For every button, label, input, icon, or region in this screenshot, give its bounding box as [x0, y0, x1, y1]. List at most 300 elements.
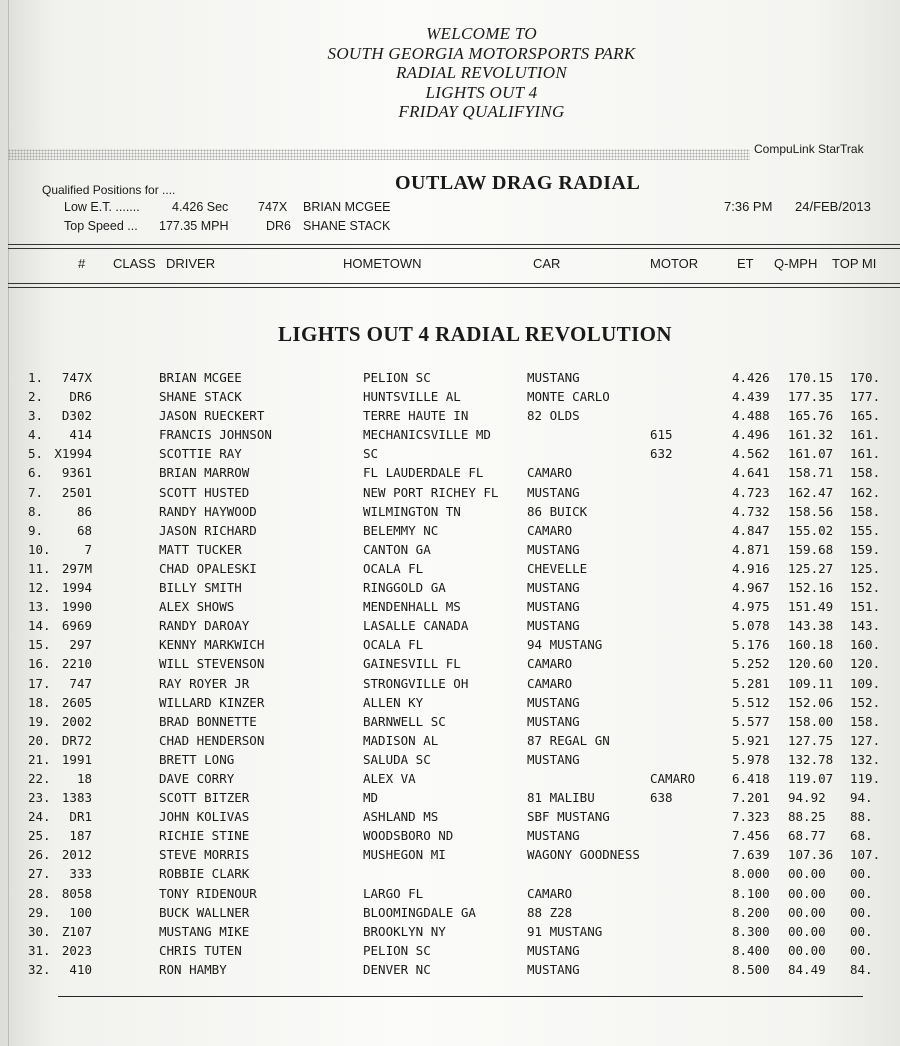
table-row [8, 960, 900, 979]
et-cell: 5.252 [732, 656, 770, 672]
qmph-cell: 94.92 [788, 790, 826, 806]
col-driver: DRIVER [166, 256, 216, 271]
driver-cell: JASON RUECKERT [159, 408, 265, 424]
top-mph-cell: 00. [850, 866, 873, 882]
top-mph-cell: 161. [850, 427, 881, 443]
hometown-cell: MENDENHALL MS [363, 599, 461, 615]
car-cell: 88 Z28 [527, 904, 573, 920]
session-name: FRIDAY QUALIFYING [398, 102, 565, 121]
et-cell: 7.456 [732, 828, 770, 844]
position-cell: 31. [28, 942, 51, 958]
low-et-car: 747X [258, 200, 288, 214]
car-cell: 86 BUICK [527, 503, 588, 519]
position-cell: 14. [28, 618, 51, 634]
position-cell: 7. [28, 484, 44, 500]
table-row [8, 864, 900, 883]
results-table [8, 368, 900, 979]
hometown-cell: ALLEN KY [363, 694, 424, 710]
driver-cell: MUSTANG MIKE [159, 923, 250, 939]
qmph-cell: 152.06 [788, 694, 834, 710]
hometown-cell: OCALA FL [363, 637, 424, 653]
driver-cell: BRETT LONG [159, 751, 235, 767]
top-mph-cell: 84. [850, 961, 873, 977]
car-number-cell: 2002 [61, 713, 92, 729]
hometown-cell: MADISON AL [363, 732, 439, 748]
qmph-cell: 158.56 [788, 503, 834, 519]
car-cell: CAMARO [527, 675, 573, 691]
col-class: CLASS [113, 256, 156, 271]
hometown-cell: WILMINGTON TN [363, 503, 461, 519]
welcome-line: WELCOME TO [426, 24, 537, 43]
top-mph-cell: 155. [850, 522, 881, 538]
qmph-cell: 127.75 [788, 732, 834, 748]
top-mph-cell: 00. [850, 923, 873, 939]
table-row [8, 826, 900, 845]
car-number-cell: 187 [69, 828, 92, 844]
et-cell: 4.496 [732, 427, 770, 443]
motor-cell: CAMARO [650, 770, 696, 786]
top-mph-cell: 162. [850, 484, 881, 500]
car-cell: SBF MUSTANG [527, 809, 610, 825]
et-cell: 4.562 [732, 446, 770, 462]
driver-cell: WILL STEVENSON [159, 656, 265, 672]
et-cell: 6.418 [732, 770, 770, 786]
car-cell: MUSTANG [527, 484, 580, 500]
qmph-cell: 152.16 [788, 580, 834, 596]
driver-cell: RANDY DAROAY [159, 618, 250, 634]
hometown-cell: TERRE HAUTE IN [363, 408, 469, 424]
column-rule [8, 283, 900, 284]
table-row [8, 578, 900, 597]
et-cell: 5.176 [732, 637, 770, 653]
et-cell: 8.000 [732, 866, 770, 882]
position-cell: 2. [28, 389, 44, 405]
car-number-cell: X1994 [54, 446, 92, 462]
top-speed-value: 177.35 MPH [159, 219, 229, 233]
top-mph-cell: 152. [850, 580, 881, 596]
et-cell: 5.078 [732, 618, 770, 634]
car-cell: MUSTANG [527, 541, 580, 557]
table-row [8, 750, 900, 769]
car-number-cell: 747X [61, 370, 92, 385]
car-cell: MUSTANG [527, 580, 580, 596]
qmph-cell: 00.00 [788, 885, 826, 901]
col-qmph: Q-MPH [774, 256, 818, 271]
driver-cell: BRIAN MCGEE [159, 370, 242, 385]
qmph-cell: 177.35 [788, 389, 834, 405]
top-mph-cell: 125. [850, 560, 881, 576]
driver-cell: RANDY HAYWOOD [159, 503, 257, 519]
position-cell: 13. [28, 599, 51, 615]
driver-cell: RAY ROYER JR [159, 675, 250, 691]
event-edition: LIGHTS OUT 4 [425, 82, 538, 102]
et-cell: 7.323 [732, 809, 770, 825]
qmph-cell: 143.38 [788, 618, 834, 634]
driver-cell: WILLARD KINZER [159, 694, 265, 710]
car-number-cell: 9361 [61, 465, 92, 481]
hometown-cell: BROOKLYN NY [363, 923, 446, 939]
hometown-cell: BELEMMY NC [363, 522, 439, 538]
qmph-cell: 155.02 [788, 522, 834, 538]
car-number-cell: 1994 [61, 580, 92, 596]
dotted-rule [8, 149, 750, 160]
top-mph-cell: 151. [850, 599, 881, 615]
car-number-cell: 1383 [61, 790, 92, 806]
position-cell: 19. [28, 713, 51, 729]
qmph-cell: 170.15 [788, 370, 834, 385]
top-mph-cell: 152. [850, 694, 881, 710]
hometown-cell: LARGO FL [363, 885, 424, 901]
top-mph-cell: 165. [850, 408, 881, 424]
driver-cell: CHAD OPALESKI [159, 560, 257, 576]
motor-cell: 632 [650, 446, 673, 462]
car-number-cell: 297M [61, 560, 92, 576]
qualified-label: Qualified Positions for .... [42, 183, 176, 197]
car-number-cell: 7 [84, 541, 92, 557]
position-cell: 15. [28, 637, 51, 653]
qmph-cell: 88.25 [788, 809, 826, 825]
table-row [8, 903, 900, 922]
top-mph-cell: 94. [850, 790, 873, 806]
welcome-banner [8, 24, 900, 122]
top-speed-driver: SHANE STACK [303, 219, 391, 233]
et-cell: 4.967 [732, 580, 770, 596]
et-cell: 4.426 [732, 370, 770, 385]
car-cell: MUSTANG [527, 751, 580, 767]
car-number-cell: 2605 [61, 694, 92, 710]
et-cell: 7.201 [732, 790, 770, 806]
et-cell: 8.200 [732, 904, 770, 920]
car-cell: 91 MUSTANG [527, 923, 603, 939]
et-cell: 4.847 [732, 522, 770, 538]
driver-cell: SCOTT BITZER [159, 790, 250, 806]
driver-cell: TONY RIDENOUR [159, 885, 257, 901]
top-mph-cell: 00. [850, 942, 873, 958]
end-rule [58, 996, 863, 997]
hometown-cell: BLOOMINGDALE GA [363, 904, 476, 920]
qmph-cell: 00.00 [788, 923, 826, 939]
position-cell: 21. [28, 751, 51, 767]
driver-cell: RICHIE STINE [159, 828, 250, 844]
top-mph-cell: 88. [850, 809, 873, 825]
position-cell: 27. [28, 866, 51, 882]
car-number-cell: 1990 [61, 599, 92, 615]
qmph-cell: 158.71 [788, 465, 834, 481]
driver-cell: BRAD BONNETTE [159, 713, 257, 729]
position-cell: 17. [28, 675, 51, 691]
car-cell: 94 MUSTANG [527, 637, 603, 653]
position-cell: 25. [28, 828, 51, 844]
car-cell: MUSTANG [527, 828, 580, 844]
table-row [8, 502, 900, 521]
results-sheet [8, 0, 900, 1046]
table-row [8, 693, 900, 712]
hometown-cell: HUNTSVILLE AL [363, 389, 461, 405]
qmph-cell: 119.07 [788, 770, 834, 786]
et-cell: 8.400 [732, 942, 770, 958]
position-cell: 8. [28, 503, 44, 519]
position-cell: 5. [28, 446, 44, 462]
car-cell: MUSTANG [527, 694, 580, 710]
table-row [8, 597, 900, 616]
qmph-cell: 159.68 [788, 541, 834, 557]
car-number-cell: DR72 [61, 732, 92, 748]
table-row [8, 425, 900, 444]
low-et-value: 4.426 Sec [172, 200, 229, 214]
table-row [8, 807, 900, 826]
hometown-cell: ASHLAND MS [363, 809, 439, 825]
qmph-cell: 151.49 [788, 599, 834, 615]
position-cell: 22. [28, 770, 51, 786]
driver-cell: CHAD HENDERSON [159, 732, 265, 748]
car-number-cell: 333 [69, 866, 92, 882]
position-cell: 1. [28, 370, 44, 385]
position-cell: 16. [28, 656, 51, 672]
qmph-cell: 84.49 [788, 961, 826, 977]
car-number-cell: 18 [76, 770, 92, 786]
car-number-cell: 8058 [61, 885, 92, 901]
report-time: 7:36 PM [724, 199, 773, 214]
driver-cell: ALEX SHOWS [159, 599, 235, 615]
qmph-cell: 00.00 [788, 866, 826, 882]
table-row [8, 941, 900, 960]
driver-cell: BRIAN MARROW [159, 465, 250, 481]
table-row [8, 731, 900, 750]
driver-cell: DAVE CORRY [159, 770, 235, 786]
qmph-cell: 165.76 [788, 408, 834, 424]
driver-cell: MATT TUCKER [159, 541, 242, 557]
car-cell: 82 OLDS [527, 408, 580, 424]
et-cell: 8.300 [732, 923, 770, 939]
hometown-cell: NEW PORT RICHEY FL [363, 484, 499, 500]
table-row [8, 674, 900, 693]
position-cell: 23. [28, 790, 51, 806]
top-mph-cell: 132. [850, 751, 881, 767]
motor-cell: 615 [650, 427, 673, 443]
table-row [8, 559, 900, 578]
hometown-cell: GAINESVILL FL [363, 656, 461, 672]
driver-cell: SCOTTIE RAY [159, 446, 242, 462]
qmph-cell: 120.60 [788, 656, 834, 672]
hometown-cell: FL LAUDERDALE FL [363, 465, 484, 481]
car-number-cell: 747 [69, 675, 92, 691]
qmph-cell: 161.07 [788, 446, 834, 462]
position-cell: 9. [28, 522, 44, 538]
table-row [8, 788, 900, 807]
top-mph-cell: 158. [850, 503, 881, 519]
car-number-cell: 414 [69, 427, 92, 443]
position-cell: 24. [28, 809, 51, 825]
low-et-label: Low E.T. ....... [64, 200, 140, 214]
header-rule [8, 248, 900, 249]
car-cell: CAMARO [527, 522, 573, 538]
top-mph-cell: 170. [850, 370, 881, 385]
col-et: ET [737, 256, 754, 271]
driver-cell: FRANCIS JOHNSON [159, 427, 272, 443]
driver-cell: ROBBIE CLARK [159, 866, 250, 882]
position-cell: 32. [28, 961, 51, 977]
car-cell: WAGONY GOODNESS [527, 847, 640, 863]
track-name: SOUTH GEORGIA MOTORSPORTS PARK [327, 43, 636, 63]
table-row [8, 654, 900, 673]
car-cell: MONTE CARLO [527, 389, 610, 405]
car-cell: MUSTANG [527, 618, 580, 634]
qmph-cell: 132.78 [788, 751, 834, 767]
table-row [8, 540, 900, 559]
hometown-cell: MECHANICSVILLE MD [363, 427, 491, 443]
et-cell: 4.641 [732, 465, 770, 481]
hometown-cell: MUSHEGON MI [363, 847, 446, 863]
car-number-cell: 1991 [61, 751, 92, 767]
col-motor: MOTOR [650, 256, 699, 271]
table-row [8, 884, 900, 903]
table-row [8, 616, 900, 635]
qmph-cell: 109.11 [788, 675, 834, 691]
driver-cell: JOHN KOLIVAS [159, 809, 250, 825]
et-cell: 7.639 [732, 847, 770, 863]
qmph-cell: 162.47 [788, 484, 834, 500]
table-row [8, 521, 900, 540]
top-speed-car: DR6 [266, 219, 292, 233]
top-mph-cell: 107. [850, 847, 881, 863]
driver-cell: CHRIS TUTEN [159, 942, 242, 958]
top-mph-cell: 120. [850, 656, 881, 672]
qmph-cell: 161.32 [788, 427, 834, 443]
driver-cell: SCOTT HUSTED [159, 484, 250, 500]
timing-brand: CompuLink StarTrak [754, 142, 864, 156]
position-cell: 28. [28, 885, 51, 901]
hometown-cell: RINGGOLD GA [363, 580, 446, 596]
hometown-cell: PELION SC [363, 942, 431, 958]
et-cell: 8.100 [732, 885, 770, 901]
top-mph-cell: 00. [850, 885, 873, 901]
qmph-cell: 00.00 [788, 942, 826, 958]
hometown-cell: LASALLE CANADA [363, 618, 469, 634]
et-cell: 4.916 [732, 560, 770, 576]
et-cell: 5.512 [732, 694, 770, 710]
top-mph-cell: 160. [850, 637, 881, 653]
driver-cell: KENNY MARKWICH [159, 637, 265, 653]
car-cell: MUSTANG [527, 713, 580, 729]
position-cell: 6. [28, 465, 44, 481]
car-number-cell: 2023 [61, 942, 92, 958]
top-mph-cell: 158. [850, 713, 881, 729]
qmph-cell: 125.27 [788, 560, 834, 576]
motor-cell: 638 [650, 790, 673, 806]
table-row [8, 406, 900, 425]
report-date: 24/FEB/2013 [795, 199, 871, 214]
position-cell: 30. [28, 923, 51, 939]
table-row [8, 769, 900, 788]
top-mph-cell: 109. [850, 675, 881, 691]
et-cell: 4.975 [732, 599, 770, 615]
table-row [8, 387, 900, 406]
event-name: RADIAL REVOLUTION [396, 63, 567, 82]
car-number-cell: DR1 [69, 809, 92, 825]
position-cell: 4. [28, 427, 44, 443]
hometown-cell: SALUDA SC [363, 751, 431, 767]
car-cell: MUSTANG [527, 370, 580, 385]
et-cell: 4.871 [732, 541, 770, 557]
car-number-cell: Z107 [61, 923, 92, 939]
et-cell: 5.577 [732, 713, 770, 729]
table-row [8, 444, 900, 463]
driver-cell: JASON RICHARD [159, 522, 257, 538]
top-mph-cell: 177. [850, 389, 881, 405]
et-cell: 5.978 [732, 751, 770, 767]
qmph-cell: 107.36 [788, 847, 834, 863]
header-rule [8, 244, 900, 245]
et-cell: 5.281 [732, 675, 770, 691]
col-hometown: HOMETOWN [343, 256, 422, 271]
table-row [8, 483, 900, 502]
car-cell: 87 REGAL GN [527, 732, 610, 748]
car-cell: CAMARO [527, 656, 573, 672]
hometown-cell: DENVER NC [363, 961, 431, 977]
hometown-cell: ALEX VA [363, 770, 416, 786]
qmph-cell: 160.18 [788, 637, 834, 653]
car-cell: MUSTANG [527, 599, 580, 615]
car-cell: CAMARO [527, 885, 573, 901]
qmph-cell: 68.77 [788, 828, 826, 844]
position-cell: 18. [28, 694, 51, 710]
col-num: # [78, 256, 86, 271]
car-number-cell: DR6 [69, 389, 92, 405]
et-cell: 8.500 [732, 961, 770, 977]
driver-cell: BILLY SMITH [159, 580, 242, 596]
event-class-title: OUTLAW DRAG RADIAL [395, 172, 641, 194]
top-mph-cell: 119. [850, 770, 881, 786]
top-mph-cell: 00. [850, 904, 873, 920]
top-mph-cell: 68. [850, 828, 873, 844]
position-cell: 10. [28, 541, 51, 557]
driver-cell: RON HAMBY [159, 961, 227, 977]
car-number-cell: 86 [76, 503, 92, 519]
car-number-cell: 6969 [61, 618, 92, 634]
car-number-cell: 2501 [61, 484, 92, 500]
col-top-mph: TOP MI [832, 256, 877, 271]
table-row [8, 635, 900, 654]
position-cell: 12. [28, 580, 51, 596]
car-number-cell: 410 [69, 961, 92, 977]
driver-cell: SHANE STACK [159, 389, 242, 405]
car-number-cell: 297 [69, 637, 92, 653]
position-cell: 20. [28, 732, 51, 748]
low-et-driver: BRIAN MCGEE [303, 200, 391, 214]
position-cell: 3. [28, 408, 44, 424]
car-cell: CAMARO [527, 465, 573, 481]
car-number-cell: 2012 [61, 847, 92, 863]
car-cell: MUSTANG [527, 942, 580, 958]
qmph-cell: 00.00 [788, 904, 826, 920]
car-cell: CHEVELLE [527, 560, 588, 576]
car-number-cell: D302 [61, 408, 92, 424]
top-speed-label: Top Speed ... [64, 219, 138, 233]
col-car: CAR [533, 256, 561, 271]
et-cell: 4.439 [732, 389, 770, 405]
table-row [8, 845, 900, 864]
driver-cell: STEVE MORRIS [159, 847, 250, 863]
et-cell: 4.723 [732, 484, 770, 500]
hometown-cell: BARNWELL SC [363, 713, 446, 729]
et-cell: 4.732 [732, 503, 770, 519]
table-row [8, 368, 900, 387]
car-number-cell: 100 [69, 904, 92, 920]
hometown-cell: PELION SC [363, 370, 431, 385]
car-cell: MUSTANG [527, 961, 580, 977]
hometown-cell: OCALA FL [363, 560, 424, 576]
top-mph-cell: 158. [850, 465, 881, 481]
